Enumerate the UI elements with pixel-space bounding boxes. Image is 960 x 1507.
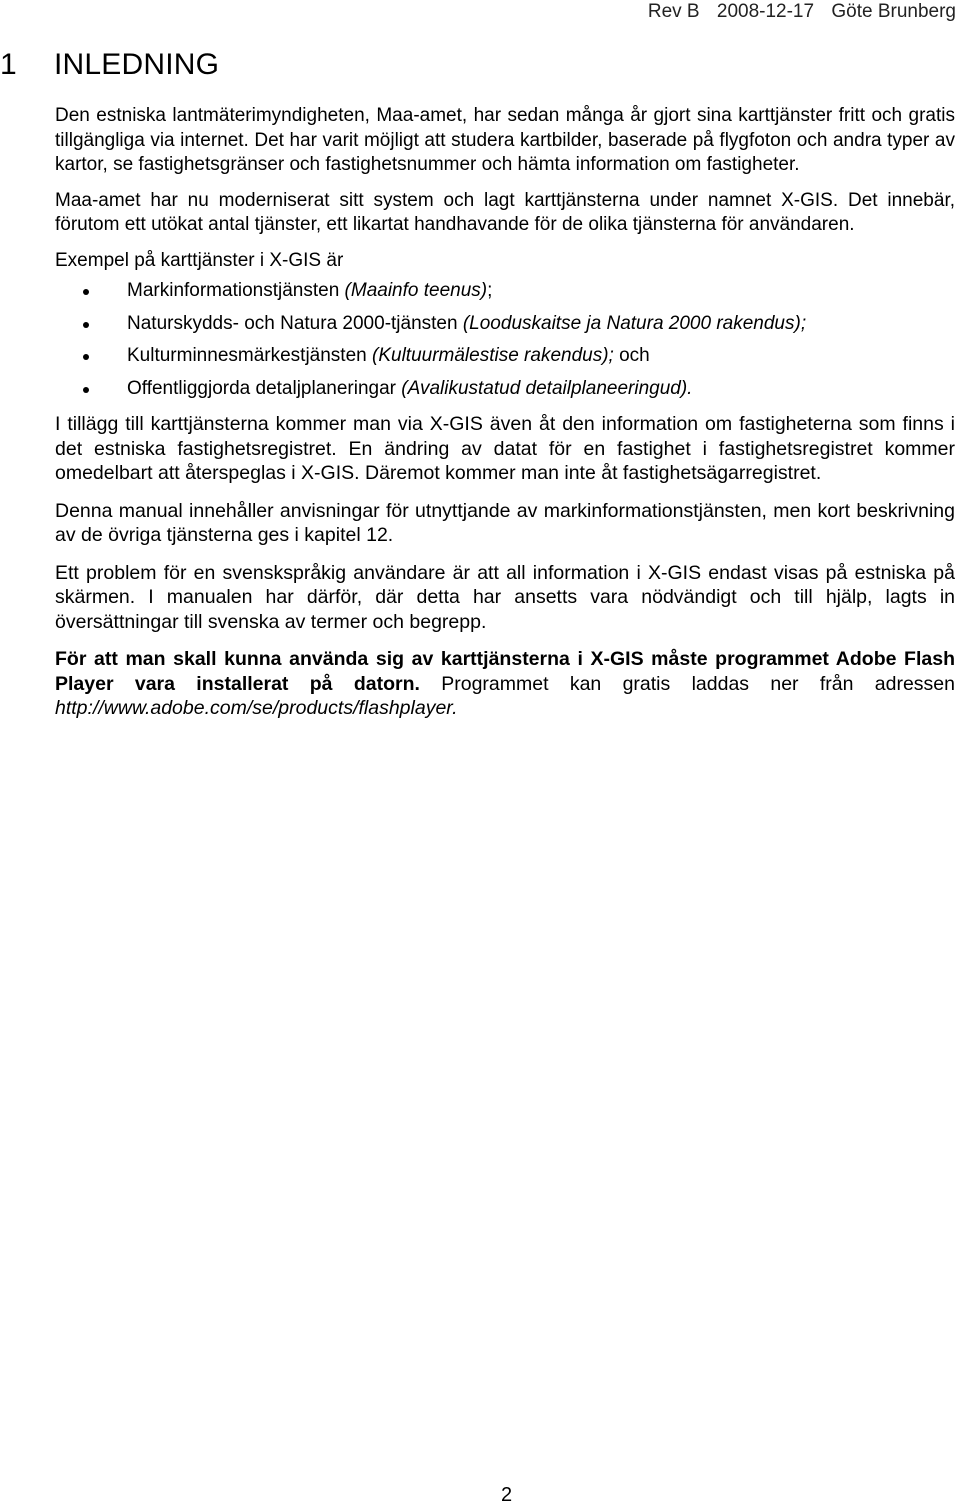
author-name: Göte Brunberg	[831, 1, 956, 22]
flash-requirement-bold: För att man skall kunna använda sig av karttjänsterna i X-GIS måste programmet Adobe Flash Player vara installerat på datorn.	[55, 648, 955, 695]
service-list	[55, 279, 955, 401]
document-date: 2008-12-17	[716, 1, 815, 22]
paragraph-registry: I tillägg till karttjänsterna kommer man via X-GIS även åt den information om fastigheterna som finns i det estniska fastighetsregistret. En ändring av datat för en fastighet i fastighetsregistret kommer omedelbart att återspeglas i X-GIS. Däremot kommer man inte åt fastighetsägarregistret.	[55, 413, 955, 484]
paragraph-xgis: Maa-amet har nu moderniserat sitt system och lagt karttjänsterna under namnet X-GIS. Det innebär, förutom ett utökat antal tjänster, ett likartat handhavande för de olika tjänsterna för användaren.	[55, 189, 955, 235]
list-item: Markinformationstjänsten (Maainfo teenus);	[55, 279, 955, 304]
paragraph-language: Ett problem för en svenskspråkig användare är att all information i X-GIS endast visas på estniska på skärmen. I manualen har därför, där detta har ansetts vara nödvändigt och till hjälp, lagts in översättningar till svenska av termer och begrepp.	[55, 561, 955, 633]
paragraph-manual-scope: Denna manual innehåller anvisningar för utnyttjande av markinformationstjänsten, men kort beskrivning av de övriga tjänsterna ges i kapitel 12.	[55, 499, 955, 546]
download-link[interactable]: http://www.adobe.com/se/products/flashplayer.	[55, 697, 458, 719]
list-item: Naturskydds- och Natura 2000-tjänsten (Looduskaitse ja Natura 2000 rakendus);	[55, 312, 955, 337]
section-title: INLEDNING	[54, 48, 220, 81]
page-header	[648, 1, 956, 23]
page-number: 2	[500, 1484, 513, 1506]
section-number: 1	[0, 48, 17, 81]
revision-label: Rev B	[647, 1, 700, 22]
body-content	[55, 104, 955, 732]
paragraph-examples-intro: Exempel på karttjänster i X-GIS är	[55, 249, 344, 271]
section-heading	[0, 48, 219, 82]
list-item: Kulturminnesmärkestjänsten (Kultuurmälestise rakendus); och	[55, 344, 955, 369]
paragraph-flash-requirement: För att man skall kunna använda sig av karttjänsterna i X-GIS måste programmet Adobe Flash Player vara installerat på datorn. Programmet kan gratis laddas ner från adressen http://www.adobe.com/se/products/flashplayer.	[55, 648, 955, 719]
list-item: Offentliggjorda detaljplaneringar (Avalikustatud detailplaneeringud).	[55, 377, 955, 402]
paragraph-intro: Den estniska lantmäterimyndigheten, Maa-amet, har sedan många år gjort sina karttjänster fritt och gratis tillgängliga via internet. Det har varit möjligt att studera kartbilder, baserade på flygfoton och andra typer av kartor, se fastighetsgränser och fastighetsnummer och hämta information om fastigheter.	[55, 105, 955, 175]
